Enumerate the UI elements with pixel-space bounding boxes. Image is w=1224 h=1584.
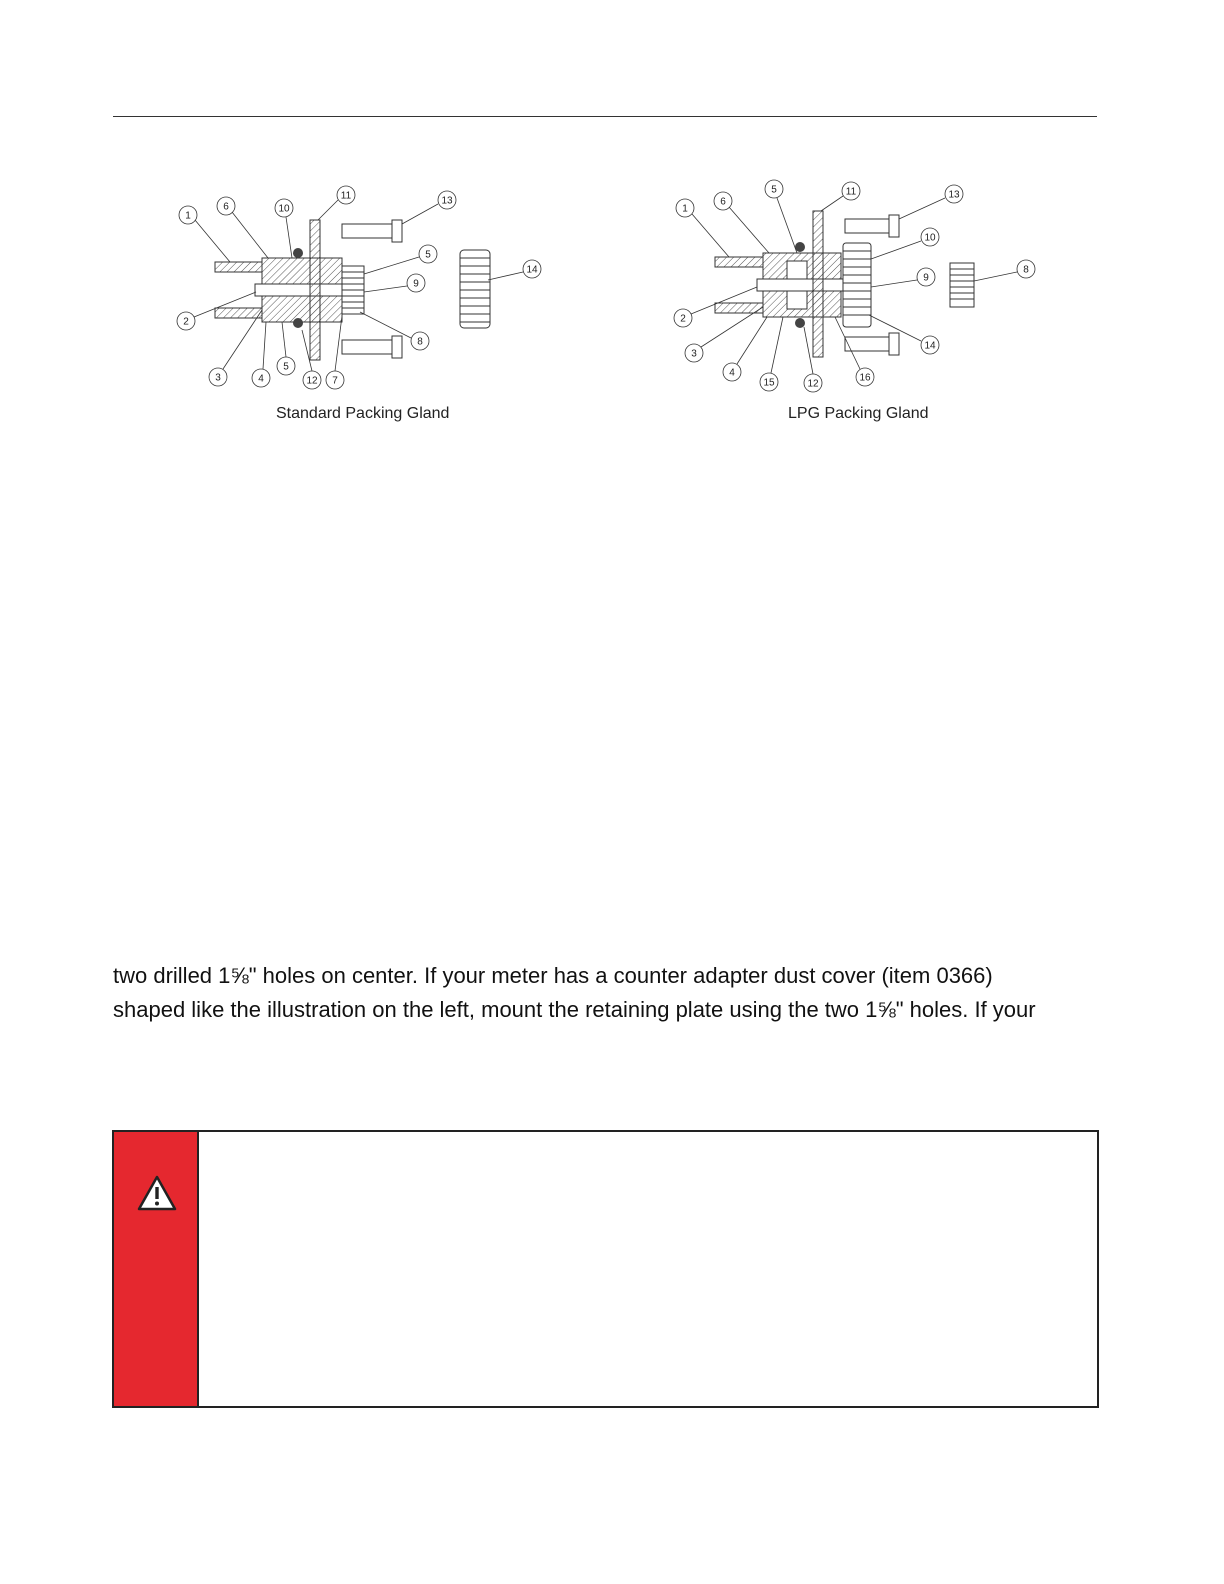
svg-text:10: 10	[924, 232, 936, 244]
warning-band	[114, 1132, 199, 1406]
svg-text:6: 6	[720, 196, 726, 208]
svg-text:6: 6	[223, 201, 229, 213]
svg-text:13: 13	[441, 195, 453, 207]
warning-box	[112, 1130, 1099, 1408]
svg-text:2: 2	[680, 313, 686, 325]
header-rule	[113, 116, 1097, 117]
svg-text:12: 12	[306, 375, 318, 387]
svg-text:9: 9	[923, 272, 929, 284]
body-line-2: shaped like the illustration on the left, mount the retaining plate using the two 1⅝" holes. If your	[113, 997, 1036, 1022]
standard-packing-gland-caption: Standard Packing Gland	[276, 405, 450, 422]
svg-text:14: 14	[526, 264, 538, 276]
svg-text:7: 7	[332, 375, 338, 387]
svg-text:8: 8	[1023, 264, 1029, 276]
svg-text:4: 4	[258, 373, 264, 385]
svg-text:11: 11	[340, 190, 352, 202]
svg-text:13: 13	[948, 189, 960, 201]
svg-text:5: 5	[283, 361, 289, 373]
warning-triangle-icon	[136, 1174, 178, 1212]
lpg-packing-gland-caption: LPG Packing Gland	[788, 405, 929, 422]
svg-text:3: 3	[691, 348, 697, 360]
svg-text:14: 14	[924, 340, 936, 352]
svg-text:15: 15	[763, 377, 775, 389]
svg-text:5: 5	[771, 184, 777, 196]
warning-content	[199, 1132, 1097, 1406]
svg-text:10: 10	[278, 203, 290, 215]
svg-text:4: 4	[729, 367, 735, 379]
svg-text:2: 2	[183, 316, 189, 328]
svg-text:1: 1	[682, 203, 688, 215]
svg-text:12: 12	[807, 378, 819, 390]
svg-text:8: 8	[417, 336, 423, 348]
svg-text:16: 16	[859, 372, 871, 384]
body-line-1: two drilled 1⅝" holes on center. If your meter has a counter adapter dust cover (item 0366)	[113, 963, 993, 988]
svg-text:11: 11	[845, 186, 857, 198]
lpg-packing-gland-figure	[667, 175, 1057, 395]
body-paragraph	[113, 959, 1103, 1027]
svg-text:9: 9	[413, 278, 419, 290]
svg-text:1: 1	[185, 210, 191, 222]
standard-packing-gland-figure	[170, 180, 560, 395]
svg-text:3: 3	[215, 372, 221, 384]
svg-text:5: 5	[425, 249, 431, 261]
